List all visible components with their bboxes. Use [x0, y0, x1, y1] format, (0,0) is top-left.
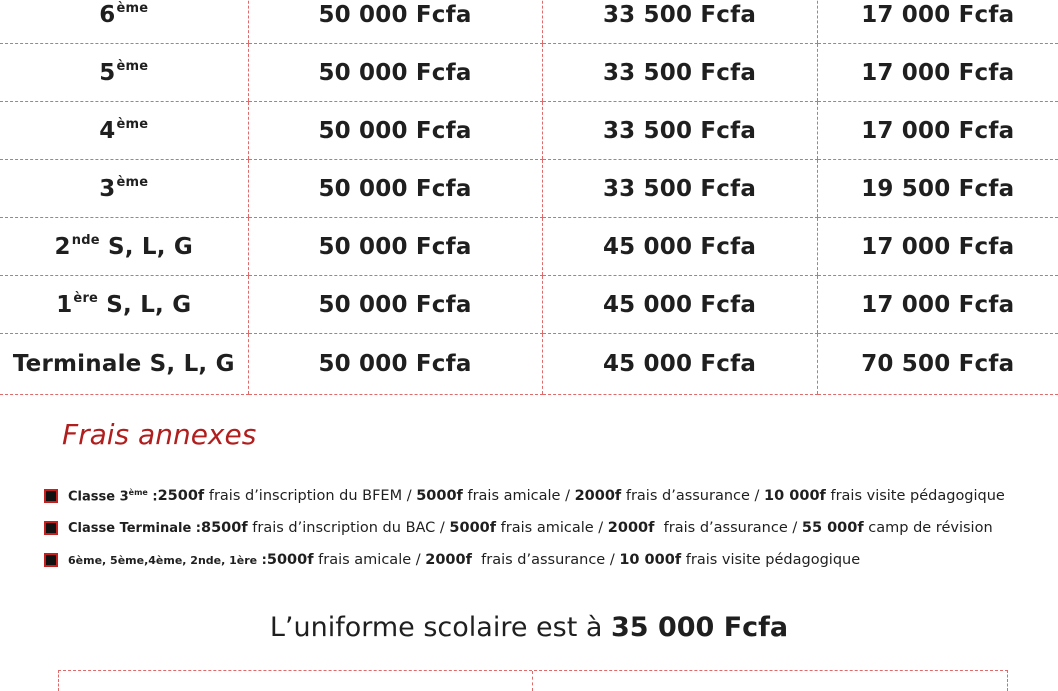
amount: 2000f [574, 488, 622, 504]
amount: 10 000f [619, 552, 682, 568]
note-text: frais amicale / [496, 520, 608, 536]
fee-cell: 17 000 Fcfa [817, 218, 1058, 276]
class-cell: 2nde S, L, G [0, 218, 248, 276]
next-table-top-edge [58, 670, 1008, 691]
fee-cell: 33 500 Fcfa [542, 160, 817, 218]
table-row [0, 334, 1058, 395]
class-cell: 3ème [0, 160, 248, 218]
amount: 2500f [157, 488, 205, 504]
table-row [0, 218, 1058, 276]
fee-cell: 17 000 Fcfa [817, 102, 1058, 160]
fee-cell: 45 000 Fcfa [542, 334, 817, 395]
note-text: frais visite pédagogique [825, 488, 1005, 504]
note-text: frais d’inscription du BFEM / [204, 488, 417, 504]
note-text: frais d’inscription du BAC / [247, 520, 450, 536]
amount: 5000f [416, 488, 463, 504]
note-text: frais d’assurance / [621, 488, 765, 504]
class-cell: 6ème [0, 0, 248, 44]
note-label: Classe 3ème : [68, 487, 158, 505]
class-cell: Terminale S, L, G [0, 334, 248, 395]
table-row [0, 102, 1058, 160]
list-item [44, 480, 1054, 512]
amount: 5000f [449, 520, 497, 536]
note-text: frais d’assurance / [471, 552, 620, 568]
fee-cell: 50 000 Fcfa [248, 218, 542, 276]
list-item [44, 544, 1054, 576]
annex-title: Frais annexes [62, 418, 257, 451]
amount: 10 000f [764, 488, 826, 504]
table-row [0, 44, 1058, 102]
class-cell: 5ème [0, 44, 248, 102]
uniform-price [0, 612, 1058, 643]
uniform-text: L’uniforme scolaire est à [269, 612, 611, 643]
annex-notes [44, 480, 1054, 576]
fee-cell: 17 000 Fcfa [817, 276, 1058, 334]
fee-cell: 33 500 Fcfa [542, 102, 817, 160]
fee-cell: 33 500 Fcfa [542, 44, 817, 102]
table-row [0, 276, 1058, 334]
note-label: Classe Terminale : [68, 520, 201, 536]
note-text: camp de révision [863, 520, 993, 536]
table-divider [532, 671, 533, 691]
amount: 2000f [425, 552, 472, 568]
fee-cell: 50 000 Fcfa [248, 44, 542, 102]
amount: 5000f [266, 552, 314, 568]
square-bullet-icon [44, 553, 58, 567]
fee-cell: 33 500 Fcfa [542, 0, 817, 44]
fee-cell: 45 000 Fcfa [542, 218, 817, 276]
fee-cell: 19 500 Fcfa [817, 160, 1058, 218]
uniform-amount: 35 000 Fcfa [611, 612, 789, 643]
table-row [0, 160, 1058, 218]
note-text: frais amicale / [313, 552, 426, 568]
fee-cell: 50 000 Fcfa [248, 102, 542, 160]
amount: 55 000f [801, 520, 864, 536]
fee-cell: 17 000 Fcfa [817, 0, 1058, 44]
fee-cell: 50 000 Fcfa [248, 0, 542, 44]
fee-cell: 50 000 Fcfa [248, 276, 542, 334]
class-cell: 1ère S, L, G [0, 276, 248, 334]
note-text: frais amicale / [462, 488, 575, 504]
class-cell: 4ème [0, 102, 248, 160]
fee-cell: 17 000 Fcfa [817, 44, 1058, 102]
note-label: 6ème, 5ème,4ème, 2nde, 1ère : [68, 552, 267, 568]
table-row [0, 0, 1058, 44]
fee-cell: 70 500 Fcfa [817, 334, 1058, 395]
fee-cell: 45 000 Fcfa [542, 276, 817, 334]
note-text: frais visite pédagogique [681, 552, 861, 568]
fee-cell: 50 000 Fcfa [248, 334, 542, 395]
square-bullet-icon [44, 521, 58, 535]
square-bullet-icon [44, 489, 58, 503]
amount: 8500f [201, 520, 248, 536]
amount: 2000f [607, 520, 655, 536]
note-text: frais d’assurance / [654, 520, 802, 536]
fee-cell: 50 000 Fcfa [248, 160, 542, 218]
list-item [44, 512, 1054, 544]
